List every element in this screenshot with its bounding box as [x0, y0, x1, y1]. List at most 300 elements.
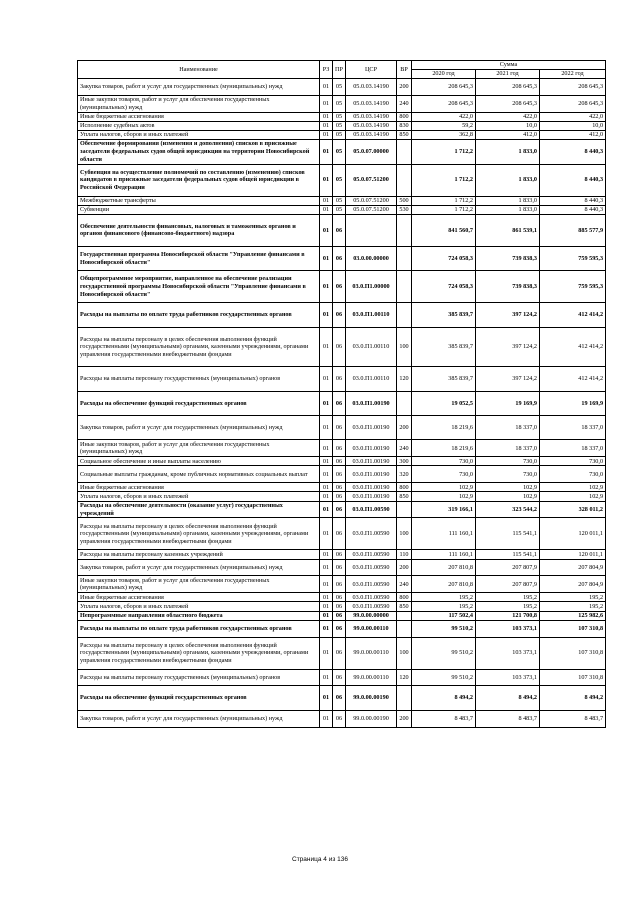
cell-vr: 110	[397, 550, 412, 559]
cell-pr: 06	[333, 416, 346, 440]
cell-2020: 207 810,8	[412, 559, 476, 576]
table-row	[78, 391, 606, 415]
cell-2020: 117 502,4	[412, 611, 476, 620]
table-row	[78, 303, 606, 327]
cell-name: Иные бюджетные ассигнования	[78, 593, 320, 602]
cell-2021: 730,0	[476, 457, 540, 466]
cell-vr: 800	[397, 483, 412, 492]
cell-csr: 99.0.00.00190	[346, 710, 397, 727]
cell-2021: 861 539,1	[476, 214, 540, 246]
cell-name: Закупка товаров, работ и услуг для государственных (муниципальных) нужд	[78, 559, 320, 576]
cell-2020: 19 052,5	[412, 391, 476, 415]
cell-2020: 99 510,2	[412, 637, 476, 669]
cell-2021: 195,2	[476, 593, 540, 602]
table-row	[78, 205, 606, 214]
cell-2020: 319 166,1	[412, 501, 476, 518]
cell-pr: 06	[333, 559, 346, 576]
cell-pr: 06	[333, 637, 346, 669]
cell-rz: 01	[320, 669, 333, 686]
cell-2022: 8 483,7	[540, 710, 606, 727]
cell-vr	[397, 303, 412, 327]
cell-2020: 208 645,3	[412, 95, 476, 112]
cell-2022: 19 169,9	[540, 391, 606, 415]
cell-2020: 18 219,6	[412, 440, 476, 457]
cell-name: Расходы на обеспечение функций государственных органов	[78, 686, 320, 710]
table-row	[78, 620, 606, 637]
cell-rz: 01	[320, 214, 333, 246]
cell-vr: 320	[397, 466, 412, 483]
cell-2022: 195,2	[540, 602, 606, 611]
cell-csr: 05.0.03.14190	[346, 79, 397, 96]
cell-name: Расходы на выплаты персоналу государственных (муниципальных) органов	[78, 367, 320, 391]
cell-2021: 208 645,3	[476, 95, 540, 112]
cell-name: Межбюджетные трансферты	[78, 196, 320, 205]
cell-vr	[397, 246, 412, 270]
cell-2022: 885 577,9	[540, 214, 606, 246]
cell-pr: 06	[333, 271, 346, 303]
cell-2021: 1 833,0	[476, 196, 540, 205]
cell-pr: 06	[333, 214, 346, 246]
cell-2021: 102,9	[476, 492, 540, 501]
cell-csr: 03.0.П1.00590	[346, 559, 397, 576]
cell-pr: 06	[333, 686, 346, 710]
cell-2020: 841 560,7	[412, 214, 476, 246]
cell-name: Расходы на выплаты персоналу государственных (муниципальных) органов	[78, 669, 320, 686]
cell-name: Субвенции	[78, 205, 320, 214]
cell-rz: 01	[320, 391, 333, 415]
cell-vr: 120	[397, 367, 412, 391]
cell-rz: 01	[320, 303, 333, 327]
cell-csr: 03.0.П1.00590	[346, 518, 397, 550]
cell-name: Расходы на выплаты по оплате труда работников государственных органов	[78, 303, 320, 327]
cell-vr: 850	[397, 602, 412, 611]
header-year-2021: 2021 год	[476, 70, 540, 79]
cell-pr: 05	[333, 164, 346, 196]
cell-2021: 1 833,0	[476, 164, 540, 196]
cell-csr: 03.0.П1.00590	[346, 550, 397, 559]
cell-2021: 739 838,3	[476, 246, 540, 270]
cell-rz: 01	[320, 710, 333, 727]
cell-vr: 100	[397, 327, 412, 367]
cell-2021: 10,0	[476, 121, 540, 130]
table-body	[78, 79, 606, 728]
cell-2021: 18 337,0	[476, 416, 540, 440]
cell-pr: 06	[333, 440, 346, 457]
cell-rz: 01	[320, 164, 333, 196]
cell-name: Расходы на выплаты персоналу казенных учреждений	[78, 550, 320, 559]
cell-2020: 8 494,2	[412, 686, 476, 710]
cell-name: Социальные выплаты гражданам, кроме публичных нормативных социальных выплат	[78, 466, 320, 483]
table-row	[78, 483, 606, 492]
cell-rz: 01	[320, 550, 333, 559]
cell-2022: 422,0	[540, 112, 606, 121]
table-row	[78, 121, 606, 130]
cell-rz: 01	[320, 121, 333, 130]
cell-2022: 107 310,8	[540, 620, 606, 637]
cell-2020: 102,9	[412, 492, 476, 501]
cell-csr: 05.0.03.14190	[346, 95, 397, 112]
cell-vr: 500	[397, 196, 412, 205]
cell-2020: 59,2	[412, 121, 476, 130]
cell-vr	[397, 391, 412, 415]
cell-2022: 412,0	[540, 130, 606, 139]
cell-2021: 397 124,2	[476, 367, 540, 391]
cell-name: Иные бюджетные ассигнования	[78, 483, 320, 492]
cell-vr	[397, 686, 412, 710]
cell-rz: 01	[320, 79, 333, 96]
cell-name: Обеспечение формирования (изменения и дополнения) списков в присяжные заседатели федеральных судов общей юрисдикции на территории Новосибирской области	[78, 140, 320, 164]
cell-name: Расходы на обеспечение деятельности (оказание услуг) государственных учреждений	[78, 501, 320, 518]
cell-2020: 385 839,7	[412, 303, 476, 327]
cell-pr: 06	[333, 391, 346, 415]
cell-2022: 207 804,9	[540, 576, 606, 593]
cell-name: Расходы на выплаты по оплате труда работников государственных органов	[78, 620, 320, 637]
table-row	[78, 686, 606, 710]
cell-vr: 300	[397, 457, 412, 466]
cell-vr: 200	[397, 79, 412, 96]
cell-pr: 05	[333, 130, 346, 139]
cell-rz: 01	[320, 501, 333, 518]
cell-pr: 06	[333, 367, 346, 391]
cell-csr: 05.0.07.00000	[346, 140, 397, 164]
cell-rz: 01	[320, 196, 333, 205]
cell-csr: 05.0.03.14190	[346, 112, 397, 121]
page-footer: Страница 4 из 136	[292, 856, 348, 863]
cell-2022: 412 414,2	[540, 367, 606, 391]
header-sum: Сумма	[412, 61, 606, 70]
cell-rz: 01	[320, 140, 333, 164]
table-row	[78, 416, 606, 440]
cell-csr: 99.0.00.00110	[346, 620, 397, 637]
cell-pr: 05	[333, 205, 346, 214]
table-row	[78, 440, 606, 457]
table-row	[78, 79, 606, 96]
cell-name: Субвенция на осуществление полномочий по составлению (изменению) списков кандидатов в присяжные заседатели федеральных судов общей юрисдикции в Российской Федерации	[78, 164, 320, 196]
cell-csr: 03.0.П1.00190	[346, 492, 397, 501]
cell-pr: 06	[333, 246, 346, 270]
cell-vr: 120	[397, 669, 412, 686]
cell-vr: 850	[397, 130, 412, 139]
cell-csr: 03.0.П1.00190	[346, 483, 397, 492]
cell-2022: 120 011,1	[540, 518, 606, 550]
cell-vr: 240	[397, 576, 412, 593]
cell-2020: 8 483,7	[412, 710, 476, 727]
cell-2022: 107 310,8	[540, 637, 606, 669]
cell-2020: 18 219,6	[412, 416, 476, 440]
table-row	[78, 466, 606, 483]
cell-vr: 100	[397, 637, 412, 669]
table-row	[78, 550, 606, 559]
cell-pr: 06	[333, 518, 346, 550]
cell-csr: 05.0.03.14190	[346, 130, 397, 139]
cell-pr: 06	[333, 492, 346, 501]
cell-rz: 01	[320, 602, 333, 611]
cell-2022: 328 011,2	[540, 501, 606, 518]
cell-2022: 18 337,0	[540, 416, 606, 440]
cell-2021: 412,0	[476, 130, 540, 139]
cell-pr: 05	[333, 79, 346, 96]
cell-name: Государственная программа Новосибирской области "Управление финансами в Новосибирской области"	[78, 246, 320, 270]
table-row	[78, 246, 606, 270]
cell-2022: 730,0	[540, 457, 606, 466]
table-row	[78, 140, 606, 164]
cell-pr: 05	[333, 196, 346, 205]
cell-csr: 03.0.П1.00190	[346, 416, 397, 440]
cell-2021: 739 838,3	[476, 271, 540, 303]
cell-2020: 385 839,7	[412, 367, 476, 391]
table-row	[78, 710, 606, 727]
cell-name: Иные закупки товаров, работ и услуг для обеспечения государственных (муниципальных) нужд	[78, 95, 320, 112]
cell-rz: 01	[320, 205, 333, 214]
cell-2022: 208 645,3	[540, 95, 606, 112]
table-row	[78, 593, 606, 602]
cell-csr: 03.0.П1.00000	[346, 271, 397, 303]
header-csr: ЦСР	[346, 61, 397, 79]
cell-rz: 01	[320, 440, 333, 457]
cell-name: Непрограммные направления областного бюджета	[78, 611, 320, 620]
cell-vr: 800	[397, 112, 412, 121]
cell-2021: 103 373,1	[476, 637, 540, 669]
cell-2021: 1 833,0	[476, 205, 540, 214]
cell-2020: 724 058,3	[412, 246, 476, 270]
cell-vr: 100	[397, 518, 412, 550]
cell-2022: 8 494,2	[540, 686, 606, 710]
cell-2020: 1 712,2	[412, 196, 476, 205]
cell-csr: 03.0.П1.00110	[346, 327, 397, 367]
table-row	[78, 611, 606, 620]
cell-rz: 01	[320, 576, 333, 593]
cell-vr	[397, 214, 412, 246]
cell-2021: 422,0	[476, 112, 540, 121]
cell-rz: 01	[320, 457, 333, 466]
cell-2021: 207 807,9	[476, 559, 540, 576]
cell-pr: 06	[333, 483, 346, 492]
cell-2020: 422,0	[412, 112, 476, 121]
cell-name: Иные закупки товаров, работ и услуг для обеспечения государственных (муниципальных) нужд	[78, 440, 320, 457]
cell-2021: 323 544,2	[476, 501, 540, 518]
cell-rz: 01	[320, 112, 333, 121]
cell-vr	[397, 611, 412, 620]
cell-name: Иные закупки товаров, работ и услуг для обеспечения государственных (муниципальных) нужд	[78, 576, 320, 593]
cell-2020: 99 510,2	[412, 620, 476, 637]
cell-2021: 730,0	[476, 466, 540, 483]
cell-pr: 06	[333, 593, 346, 602]
cell-csr: 03.0.П1.00190	[346, 391, 397, 415]
cell-rz: 01	[320, 611, 333, 620]
cell-pr: 06	[333, 710, 346, 727]
cell-pr: 06	[333, 576, 346, 593]
cell-name: Социальное обеспечение и иные выплаты населению	[78, 457, 320, 466]
cell-2021: 1 833,0	[476, 140, 540, 164]
cell-csr: 05.0.03.14190	[346, 121, 397, 130]
cell-rz: 01	[320, 416, 333, 440]
table-row	[78, 559, 606, 576]
cell-vr	[397, 140, 412, 164]
table-row	[78, 327, 606, 367]
cell-2022: 208 645,3	[540, 79, 606, 96]
cell-2020: 111 160,1	[412, 550, 476, 559]
cell-2021: 208 645,3	[476, 79, 540, 96]
table-row	[78, 492, 606, 501]
cell-name: Закупка товаров, работ и услуг для государственных (муниципальных) нужд	[78, 79, 320, 96]
cell-rz: 01	[320, 246, 333, 270]
cell-2021: 8 494,2	[476, 686, 540, 710]
cell-vr	[397, 501, 412, 518]
cell-csr: 99.0.00.00190	[346, 686, 397, 710]
cell-name: Уплата налогов, сборов и иных платежей	[78, 602, 320, 611]
cell-pr: 06	[333, 466, 346, 483]
cell-pr: 06	[333, 611, 346, 620]
header-pr: ПР	[333, 61, 346, 79]
cell-2022: 412 414,2	[540, 327, 606, 367]
cell-vr: 530	[397, 205, 412, 214]
cell-2020: 730,0	[412, 466, 476, 483]
header-year-2022: 2022 год	[540, 70, 606, 79]
cell-2022: 8 440,3	[540, 196, 606, 205]
table-row	[78, 457, 606, 466]
cell-2020: 99 510,2	[412, 669, 476, 686]
table-row	[78, 576, 606, 593]
cell-csr: 99.0.00.00110	[346, 637, 397, 669]
cell-vr	[397, 620, 412, 637]
cell-2020: 102,9	[412, 483, 476, 492]
cell-rz: 01	[320, 559, 333, 576]
cell-rz: 01	[320, 518, 333, 550]
cell-2022: 412 414,2	[540, 303, 606, 327]
cell-csr	[346, 214, 397, 246]
cell-2022: 759 595,3	[540, 271, 606, 303]
cell-rz: 01	[320, 367, 333, 391]
cell-name: Расходы на обеспечение функций государственных органов	[78, 391, 320, 415]
cell-2022: 8 440,3	[540, 164, 606, 196]
cell-pr: 06	[333, 669, 346, 686]
cell-2021: 8 483,7	[476, 710, 540, 727]
cell-2020: 207 810,8	[412, 576, 476, 593]
cell-2022: 195,2	[540, 593, 606, 602]
cell-2022: 18 337,0	[540, 440, 606, 457]
cell-vr: 830	[397, 121, 412, 130]
cell-name: Расходы на выплаты персоналу в целях обеспечения выполнения функций государственными (муниципальными) органами, казенными учреждениями, органами управления государственными внебюджетными фондами	[78, 637, 320, 669]
cell-csr: 03.0.П1.00590	[346, 501, 397, 518]
cell-2022: 730,0	[540, 466, 606, 483]
cell-2022: 107 310,8	[540, 669, 606, 686]
cell-2021: 207 807,9	[476, 576, 540, 593]
cell-pr: 06	[333, 457, 346, 466]
cell-2022: 120 011,1	[540, 550, 606, 559]
cell-2020: 195,2	[412, 593, 476, 602]
cell-pr: 05	[333, 95, 346, 112]
cell-2021: 19 169,9	[476, 391, 540, 415]
cell-csr: 03.0.П1.00110	[346, 367, 397, 391]
budget-table	[77, 60, 606, 728]
cell-vr: 850	[397, 492, 412, 501]
table-row	[78, 130, 606, 139]
cell-2021: 102,9	[476, 483, 540, 492]
cell-name: Обеспечение деятельности финансовых, налоговых и таможенных органов и органов финансового (финансово-бюджетного) надзора	[78, 214, 320, 246]
cell-rz: 01	[320, 271, 333, 303]
table-row	[78, 164, 606, 196]
cell-2022: 8 440,3	[540, 205, 606, 214]
cell-rz: 01	[320, 327, 333, 367]
cell-vr: 240	[397, 95, 412, 112]
cell-rz: 01	[320, 130, 333, 139]
cell-2022: 102,9	[540, 492, 606, 501]
cell-name: Исполнение судебных актов	[78, 121, 320, 130]
cell-pr: 06	[333, 602, 346, 611]
cell-vr: 800	[397, 593, 412, 602]
cell-2021: 18 337,0	[476, 440, 540, 457]
table-row	[78, 214, 606, 246]
cell-pr: 06	[333, 620, 346, 637]
cell-vr: 200	[397, 710, 412, 727]
cell-csr: 99.0.00.00000	[346, 611, 397, 620]
cell-2021: 103 373,1	[476, 669, 540, 686]
cell-name: Закупка товаров, работ и услуг для государственных (муниципальных) нужд	[78, 710, 320, 727]
cell-pr: 06	[333, 501, 346, 518]
cell-name: Закупка товаров, работ и услуг для государственных (муниципальных) нужд	[78, 416, 320, 440]
cell-2022: 759 595,3	[540, 246, 606, 270]
header-year-2020: 2020 год	[412, 70, 476, 79]
cell-rz: 01	[320, 593, 333, 602]
cell-rz: 01	[320, 95, 333, 112]
cell-2021: 115 541,1	[476, 550, 540, 559]
cell-csr: 03.0.П1.00190	[346, 466, 397, 483]
table-row	[78, 271, 606, 303]
cell-2021: 195,2	[476, 602, 540, 611]
table-row	[78, 602, 606, 611]
cell-csr: 03.0.П1.00190	[346, 440, 397, 457]
cell-csr: 03.0.П1.00590	[346, 576, 397, 593]
table-row	[78, 95, 606, 112]
cell-csr: 05.0.07.51200	[346, 205, 397, 214]
table-row	[78, 518, 606, 550]
cell-pr: 05	[333, 121, 346, 130]
cell-2021: 115 541,1	[476, 518, 540, 550]
cell-2020: 208 645,3	[412, 79, 476, 96]
cell-2020: 730,0	[412, 457, 476, 466]
table-row	[78, 669, 606, 686]
cell-2022: 102,9	[540, 483, 606, 492]
cell-rz: 01	[320, 483, 333, 492]
cell-2020: 1 712,2	[412, 205, 476, 214]
cell-vr: 240	[397, 440, 412, 457]
cell-rz: 01	[320, 466, 333, 483]
header-name: Наименование	[78, 61, 320, 79]
table-row	[78, 196, 606, 205]
cell-2021: 103 373,1	[476, 620, 540, 637]
cell-name: Иные бюджетные ассигнования	[78, 112, 320, 121]
cell-2020: 111 160,1	[412, 518, 476, 550]
cell-name: Расходы на выплаты персоналу в целях обеспечения выполнения функций государственными (муниципальными) органами, казенными учреждениями, органами управления государственными внебюджетными фондами	[78, 518, 320, 550]
cell-2020: 385 839,7	[412, 327, 476, 367]
cell-csr: 05.0.07.51200	[346, 196, 397, 205]
cell-2020: 1 712,2	[412, 140, 476, 164]
header-vr: ВР	[397, 61, 412, 79]
table-row	[78, 637, 606, 669]
cell-2021: 121 700,8	[476, 611, 540, 620]
cell-2021: 397 124,2	[476, 327, 540, 367]
cell-2020: 724 058,3	[412, 271, 476, 303]
cell-2021: 397 124,2	[476, 303, 540, 327]
cell-2022: 125 982,6	[540, 611, 606, 620]
cell-rz: 01	[320, 686, 333, 710]
cell-pr: 06	[333, 327, 346, 367]
cell-csr: 99.0.00.00110	[346, 669, 397, 686]
cell-name: Уплата налогов, сборов и иных платежей	[78, 130, 320, 139]
cell-2022: 10,0	[540, 121, 606, 130]
cell-rz: 01	[320, 492, 333, 501]
cell-name: Общепрограммное мероприятие, направленное на обеспечение реализации государственной программы Новосибирской области "Управление финансами в Новосибирской области"	[78, 271, 320, 303]
